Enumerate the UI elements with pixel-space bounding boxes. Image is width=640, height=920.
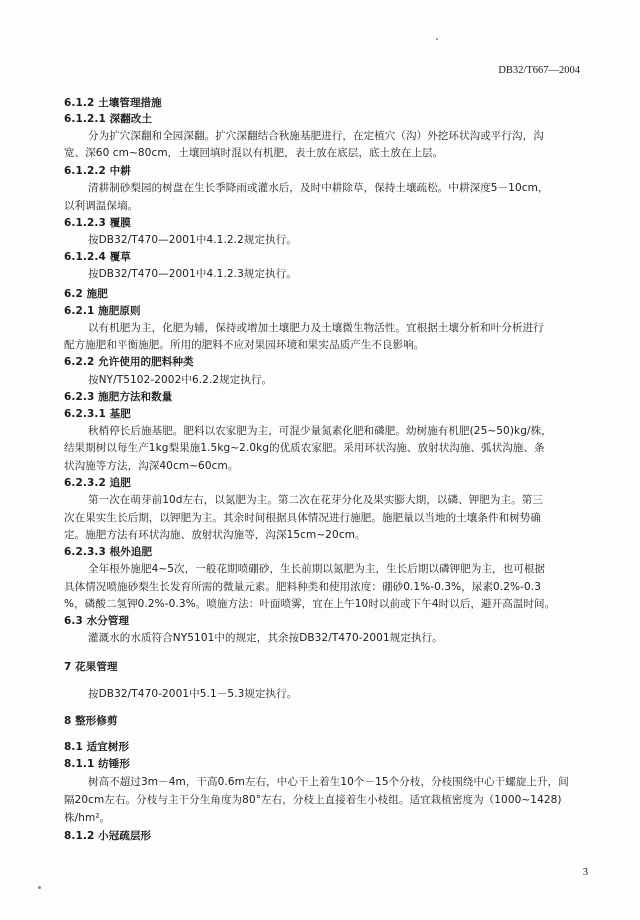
paragraph-line: 隔20cm左右。分枝与主干分生角度为80°左右，分枝上直接着生小枝组。适宜栽植密度为（1000~1428) — [64, 794, 562, 806]
paragraph-line: 次在果实生长后期，以钾肥为主。其余时间根据具体情况进行施肥。施肥量以当地的土壤条件和树势确 — [64, 512, 541, 524]
paragraph-line: 株/hm²。 — [64, 812, 111, 824]
paragraph-line: 按DB32/T470-2001中5.1－5.3规定执行。 — [88, 688, 298, 700]
paragraph-line: 状沟施等方法，沟深40cm~60cm。 — [64, 460, 239, 472]
heading-6-2-3-1: 6.2.3.1 基肥 — [64, 408, 131, 420]
paragraph-line: 灌溉水的水质符合NY5101中的规定，其余按DB32/T470-2001规定执行。 — [88, 632, 443, 644]
heading-6-1-2-1: 6.1.2.1 深翻改土 — [64, 113, 153, 125]
paragraph-line: 清耕制砂梨园的树盘在生长季降雨或灌水后，及时中耕除草，保持土壤疏松。中耕深度5－10cm， — [88, 182, 549, 194]
paragraph-line: 以利调温保墒。 — [64, 200, 139, 212]
scan-speck — [436, 38, 438, 40]
paragraph-line: 分为扩穴深翻和全园深翻。扩穴深翻结合秋施基肥进行，在定植穴（沟）外挖环状沟或平行沟，沟 — [88, 130, 544, 142]
paragraph-line: 配方施肥和平衡施肥。所用的肥料不应对果园环境和果实品质产生不良影响。 — [64, 339, 425, 351]
paragraph-line: 按DB32/T470—2001中4.1.2.2规定执行。 — [88, 234, 297, 246]
paragraph-line: 宽、深60 cm~80cm，土壤回填时混以有机肥，表土放在底层，底土放在上层。 — [64, 147, 444, 159]
paragraph-line: 按NY/T5102-2002中6.2.2规定执行。 — [88, 374, 273, 386]
heading-6-1-2-3: 6.1.2.3 覆膜 — [64, 217, 131, 229]
paragraph-line: 定。施肥方法有环状沟施、放射状沟施等，沟深15cm~20cm。 — [64, 529, 366, 541]
paragraph-line: 全年根外施肥4~5次，一般花期喷硼砂，生长前期以氮肥为主，生长后期以磷钾肥为主，也可根据 — [88, 563, 546, 575]
paragraph-line: 结果期树以每生产1kg梨果施1.5kg~2.0kg的优质农家肥。采用环状沟施、放射状沟施、弧状沟施、条 — [64, 442, 545, 454]
heading-6-2-3-2: 6.2.3.2 追肥 — [64, 477, 131, 489]
heading-8: 8 整形修剪 — [64, 715, 118, 727]
paragraph-line: 第一次在萌芽前10d左右，以氮肥为主。第二次在花芽分化及果实膨大期，以磷、钾肥为主。第三 — [88, 494, 543, 506]
paragraph-line: 秋梢停长后施基肥。肥料以农家肥为主，可混少量氮素化肥和磷肥。幼树施有机肥(25~50)kg/株， — [88, 425, 552, 437]
heading-6-2: 6.2 施肥 — [64, 288, 108, 300]
scan-speck — [38, 886, 41, 889]
heading-6-1-2: 6.1.2 土壤管理措施 — [64, 97, 162, 109]
heading-6-1-2-2: 6.1.2.2 中耕 — [64, 165, 131, 177]
heading-6-2-3-3: 6.2.3.3 根外追肥 — [64, 546, 153, 558]
heading-6-1-2-4: 6.1.2.4 覆草 — [64, 251, 131, 263]
page-number: 3 — [582, 867, 588, 878]
heading-8-1: 8.1 适宜树形 — [64, 741, 130, 753]
paragraph-line: %，磷酸二氢钾0.2%-0.3%。喷施方法：叶面喷雾，宜在上午10时以前或下午4时以后，避开高温时间。 — [64, 598, 556, 610]
heading-8-1-2: 8.1.2 小冠疏层形 — [64, 830, 152, 842]
heading-6-2-3: 6.2.3 施肥方法和数量 — [64, 391, 173, 403]
paragraph-line: 按DB32/T470—2001中4.1.2.3规定执行。 — [88, 268, 297, 280]
heading-6-2-1: 6.2.1 施肥原则 — [64, 305, 141, 317]
heading-8-1-1: 8.1.1 纺锤形 — [64, 758, 130, 770]
paragraph-line: 树高不超过3m－4m，干高0.6m左右，中心干上着生10个－15个分枝，分枝围绕中心干螺旋上升，间 — [88, 776, 569, 788]
heading-6-2-2: 6.2.2 允许使用的肥料种类 — [64, 356, 194, 368]
paragraph-line: 具体情况喷施砂梨生长发育所需的微量元素。肥料种类和使用浓度：硼砂0.1%-0.3%，尿素0.2%-0.3 — [64, 581, 542, 593]
heading-6-3: 6.3 水分管理 — [64, 615, 130, 627]
paragraph-line: 以有机肥为主，化肥为辅，保持或增加土壤肥力及土壤微生物活性。宜根据土壤分析和叶分析进行 — [88, 322, 544, 334]
heading-7: 7 花果管理 — [64, 661, 118, 673]
header-doc-code: DB32/T667—2004 — [498, 65, 580, 76]
